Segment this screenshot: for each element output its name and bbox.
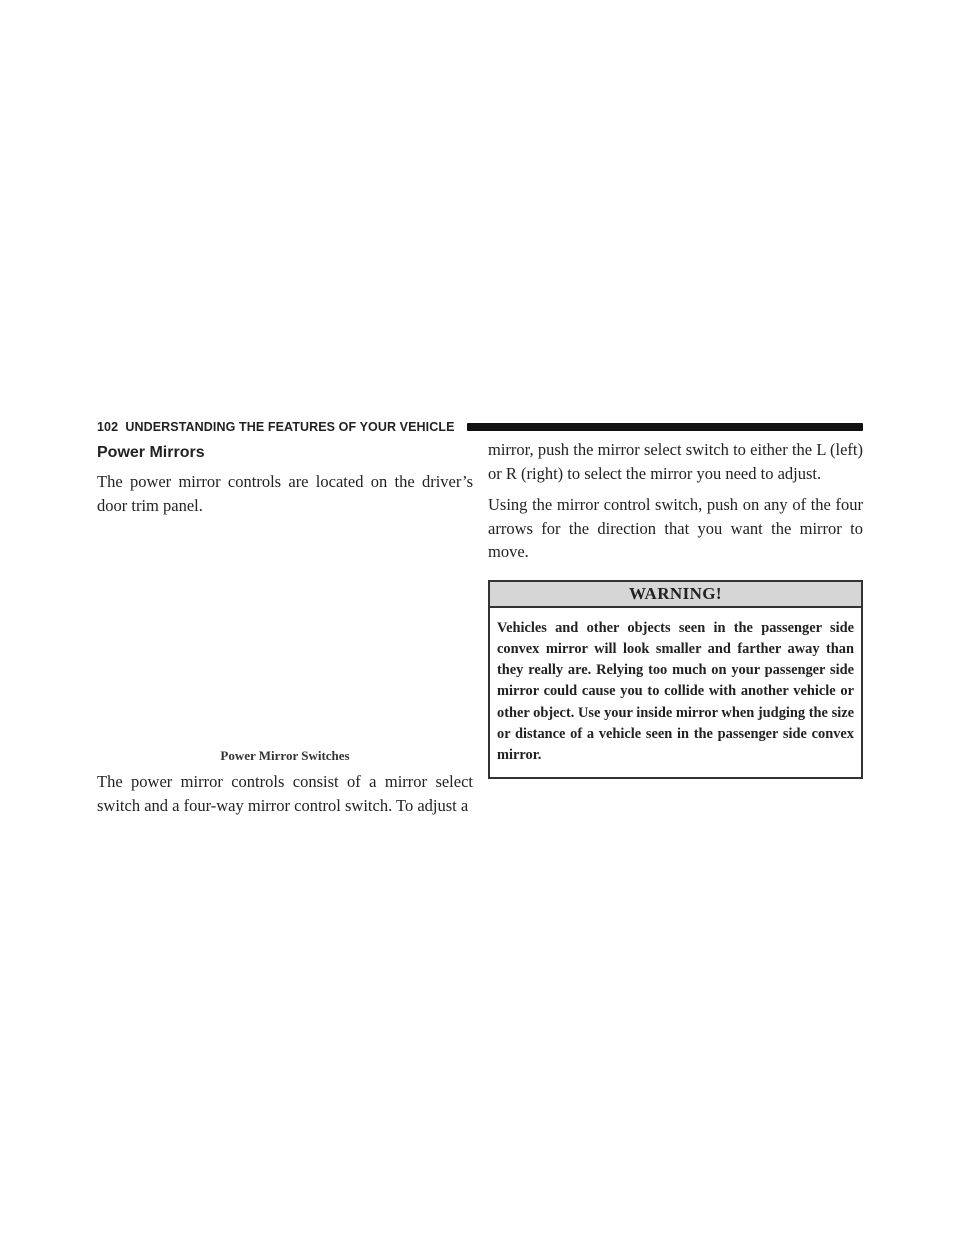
right-column [488, 438, 863, 779]
header-rule [467, 423, 863, 431]
warning-body: Vehicles and other objects seen in the passenger side convex mirror will look smaller and farther away than they really are. Relying too much on your passenger side mirror could cause you to collide with another vehicle or other object. Use your inside mirror when judging the size or distance of a vehicle seen in the passenger side convex mirror. [497, 619, 854, 764]
figure-caption: Power Mirror Switches [220, 748, 350, 763]
controls-paragraph: The power mirror controls consist of a mirror select switch and a four-way mirror control switch. To adjust a [97, 772, 473, 815]
page-number: 102 [97, 420, 119, 434]
warning-box [488, 580, 863, 779]
header-text [97, 418, 455, 436]
section-heading: Power Mirrors [97, 444, 205, 461]
intro-paragraph: The power mirror controls are located on the driver’s door trim panel. [97, 472, 473, 515]
left-column [97, 438, 473, 825]
figure-area [97, 525, 473, 747]
continued-paragraph: mirror, push the mirror select switch to either the L (left) or R (right) to select the mirror you need to adjust. [488, 440, 863, 483]
control-switch-paragraph: Using the mirror control switch, push on any of the four arrows for the direction that you want the mirror to move. [488, 495, 863, 561]
warning-title: WARNING! [490, 582, 861, 608]
chapter-title: UNDERSTANDING THE FEATURES OF YOUR VEHICLE [125, 420, 455, 434]
page-header [97, 418, 863, 436]
